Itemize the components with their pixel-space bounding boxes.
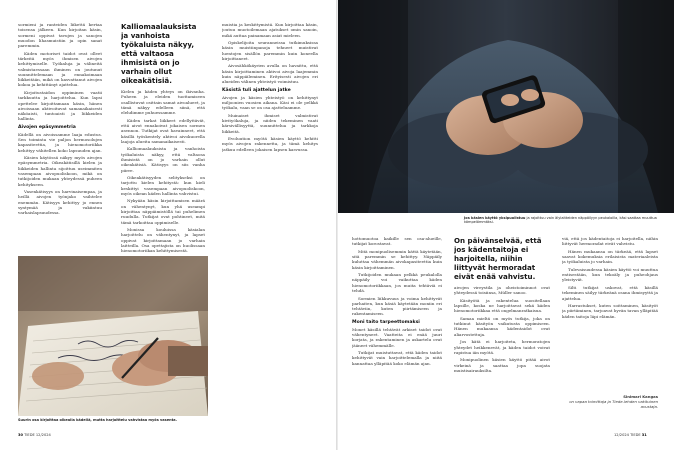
paragraph: Käden tarkat liikkeet edellyttävät, että aivot ennakoivat jokaisen sormen asennon. Tutkijat ovat havainneet, että käsillä työskentely aktivoi aivokuorella laajoja alueita samanaikaisesti.	[121, 117, 205, 144]
section-heading: Moni taito tarpeettomaksi	[352, 319, 420, 325]
paragraph: Hänen mukaansa on tärkeää, että lapset saavat kokemuksia erilaisista materiaaleista ja työkaluista jo varhain.	[562, 248, 658, 265]
left-column-2	[121, 22, 205, 272]
left-column-3	[222, 22, 318, 272]
author-signature	[562, 395, 658, 409]
paragraph: Muinaiset ihmiset valmistivat kivityökaluja, ja niiden tekeminen vaati kärsivällisyyttä, suunnittelua ja tarkkoja liikkeitä.	[222, 112, 318, 134]
writing-hands-illustration	[18, 256, 208, 416]
paragraph: Aivojen ja käsien yhteistyö on kehittynyt miljoonien vuosien aikana. Käsi ei ole pelkkä työkalu, vaan se on osa ajatteluamme.	[222, 94, 318, 111]
section-heading: Aivojen epäsymmetria	[18, 124, 76, 130]
paragraph: Kielen ja käden yhteys on ikivanha. Puheen ja eleiden tuottamiseen osallistuvat osittain samat aivoalueet, ja tämä näkyy edelleen siinä, että elehdimme puhuessamme.	[121, 89, 205, 116]
paragraph: Opiskelijoita seuranneissa tutkimuksissa käsin muistiinpanoja tehneet muistivat luentojen sisällön paremmin kuin koneella kirjoittaneet.	[222, 40, 318, 61]
photo-caption-right	[464, 216, 660, 225]
paragraph: Aivosähkökäyrien avulla on havaittu, että käsin kirjoittaminen aktivoi aivoja laajemmin kuin näppäileminen. Erityisesti aivojen eri alueiden välinen yhteistyö voimistuu.	[222, 63, 318, 85]
paragraph: Tutkijat muistuttavat, että käden taidot kehittyvät vain harjoittelemalla ja niitä kannattaa ylläpitää koko elämän ajan.	[352, 350, 442, 366]
paragraph: Harrastukset, kuten soittaminen, käsityöt ja piirtäminen, tarjoavat hyvän tavan ylläpitää käden taitoja läpi elämän.	[562, 303, 658, 319]
paragraph: Tutkijoiden mukaan pelkkä peukalolla näppäily voi vaikuttaa käden hienomotoriikkaan, jos muita tehtäviä ei tehdä.	[352, 272, 442, 294]
right-column-1	[352, 236, 442, 428]
paragraph: Mitä monipuolisemmin kättä käytetään, sitä paremmin se kehittyy. Näppäily kuluttaa vähemmän aivokapasiteettia kuin käsin kirjoittaminen.	[352, 248, 442, 270]
left-footer	[18, 433, 51, 437]
paragraph: Jos kätä ei harjoiteta, hermoratojen yhteydet heikkenevät, ja käden taidot voivat rapistua iän myötä.	[454, 339, 550, 355]
page-number: 31	[641, 433, 647, 437]
paragraph: Tulevaisuudessa käsien käyttö voi muuttua entisestään, kun tekoäly ja puheohjaus yleistyvät.	[562, 266, 658, 283]
paragraph: aivojen vireystila ja oheistoiminnot ovat yhteydessä toisiinsa, Müller sanoo.	[454, 285, 550, 296]
paragraph: Käsityötä ja rakentelua suositellaan lapsille, koska ne harjoittavat sekä käden hienomotoriikkaa että ongelmanratkaisua.	[454, 297, 550, 314]
paragraph: Käsien käytössä näkyy myös aivojen epäsymmetria. Oikeakätisillä kielen ja liikkeiden hallinta sijoittuu useimmiten vasempaan aivopuoliskoon, mikä on tutkijoiden mukaan yhteydessä puheen kehitykseen.	[18, 155, 102, 187]
paragraph: Käden motoriset taidot ovat olleet tärkeitä myös ihmisen aivojen kehittymiselle. Työkaluja ja välineitä valmistaessaan ihminen on joutunut suunnittelemaan ja ennakoimaan liikkeitään, mikä on kasvattanut aivojen kokoa ja kehittänyt ajattelua.	[18, 50, 102, 88]
paragraph: hottomuotoa kaikille sen osa-alueille, tutkijat korostavat.	[352, 236, 442, 247]
photo-caption-left	[18, 418, 228, 422]
paragraph: sormieni ja ranteiden liikettä kertaa toisensa jälkeen. Kun kirjoitan käsin, sormeni oppivat tavujen ja sanojen muodon lihasmuistiin ja opin sanat paremmin.	[18, 22, 102, 49]
author-name: Sinimari Kangas	[623, 394, 658, 399]
caption-text: Suurin osa kirjoittaa oikealla kädellä, mutta harjoittelu vahvistaa myös vasenta.	[18, 418, 177, 422]
caption-bold: Jos käsien käyttö yksipuolistuu	[464, 216, 526, 220]
paragraph: Evoluution myötä käsien käyttö kehitti myös aivojen rakennetta, ja tämä kehitys jatkuu edelleen jokaisen lapsen kasvussa.	[222, 136, 318, 152]
paragraph: Oikeakätisyyden selitykseksi on tarjottu kielen kehitystä: kun kieli keskittyi vasempaan aivopuoliskoon, myös oikean käden hallinta vahvistui.	[121, 175, 205, 196]
pull-quote: On päivänselvää, että jos kädentaitoja ei harjoitella, niihin liittyvät hermoradat eivät enää vahvistu.	[454, 236, 542, 281]
paragraph: Monet käsillä tehtävät arkiset taidot ovat vähentyneet. Vaatteita ei enää juuri korjata, ja rakentaminen ja askartelu ovat jääneet vähemmälle.	[352, 326, 442, 348]
page-number: 30	[18, 433, 24, 437]
paragraph: Sormien liikkuvuus ja voima kehittyvät parhaiten, kun käsiä käytetään moniin eri tehtäviin, kuten piirtämiseen ja rakentamiseen.	[352, 295, 442, 317]
paragraph: Samaa mieltä on myös tutkija, joka on tutkinut käsityön vaikutusta oppimiseen. Hänen mukaansa kädentaidot ovat aliarvostettuja.	[454, 315, 550, 337]
paragraph: viä, että jos kädentaitoja ei harjoitella, niihin liittyvät hermoradat eivät vahvistu.	[562, 236, 658, 247]
magazine-issue: TIEDE 12/2024	[24, 433, 51, 437]
paragraph: muistia ja keskittymistä. Kun kirjoittaa käsin, joutuu muotoilemaan ajatukset omin sanoin, mikä auttaa painamaan asiat mieleen.	[222, 22, 318, 38]
paragraph: Silti tutkijat uskovat, että käsillä tekeminen säilyy tärkeänä osana ihmisyyttä ja ajattelua.	[562, 284, 658, 301]
right-column-3	[562, 236, 658, 386]
caption-text: ja rajoittuu vain älylaitteiden näppäilyyn peukaloilla, käsi saattaa muuttua kömpelömmäksi.	[464, 216, 657, 225]
phone-hands-photo	[338, 0, 674, 213]
writing-hands-photo	[18, 256, 208, 416]
paragraph: Nykyään käsin kirjoittamisen määrä on vähentynyt, kun yhä useampi kirjoittaa näppäimistöllä tai puhelimen ruudulla. Tutkijat ovat pohtineet, mitä tämä tarkoittaa oppimiselle.	[121, 198, 205, 225]
section-heading: Käsistä tuli ajattelun jatke	[222, 87, 291, 93]
paragraph: Kädellä on aivoissamme laaja edustus. Sen toiminta vie paljon hermosolujen kapasiteettia, ja hienomotoriikka kehittyy vähitellen koko lapsuuden ajan.	[18, 131, 102, 153]
magazine-issue: 12/2024 TIEDE	[614, 433, 641, 437]
paragraph: Kalliomaalauksista ja vanhoista työkaluista näkyy, että valtaosa ihmisistä on jo varhain ollut oikeakätisiä. Kätisyys on siis vanha piirre.	[121, 146, 205, 173]
pull-quote: Kalliomaalauksista ja vanhoista työkaluista näkyy, että valtaosa ihmisistä on jo varhain ollut oikeakätisiä.	[121, 22, 197, 85]
paragraph: Vasenkätisyys on harvinaisempaa, ja heillä aivojen työnjako vaihtelee enemmän. Kätisyys kehittyy jo ennen syntymää ja vakiintuu varhaislapsuudessa.	[18, 189, 102, 216]
right-footer	[614, 433, 647, 437]
left-column-1	[18, 22, 102, 228]
paragraph: Monissa kouluissa käsialan harjoittelu on vähentynyt, ja lapset oppivat kirjoittamaan jo varhain laitteilla. Osa opettajista on huolissaan hienomotoriikan kehittymisestä.	[121, 227, 205, 254]
paragraph: Monipuolinen käsien käyttö pitää aivot virkeinä ja saattaa jopa suojata muistisairauksilta.	[454, 357, 550, 373]
author-role: on vapaa toimittaja ja Tiede-lehden vakituinen avustaja.	[569, 398, 658, 409]
paragraph: Kirjoitustaidon oppiminen vaatii tarkkuutta ja harjoittelua. Kun lapsi opettelee kirjoittamaan käsin, hänen aivoissaan aktivoituvat samanaikaisesti näköaisti, tuntoaisti ja liikkeiden hallinta.	[18, 89, 102, 122]
right-column-2	[454, 236, 550, 428]
phone-hands-illustration	[338, 0, 674, 213]
